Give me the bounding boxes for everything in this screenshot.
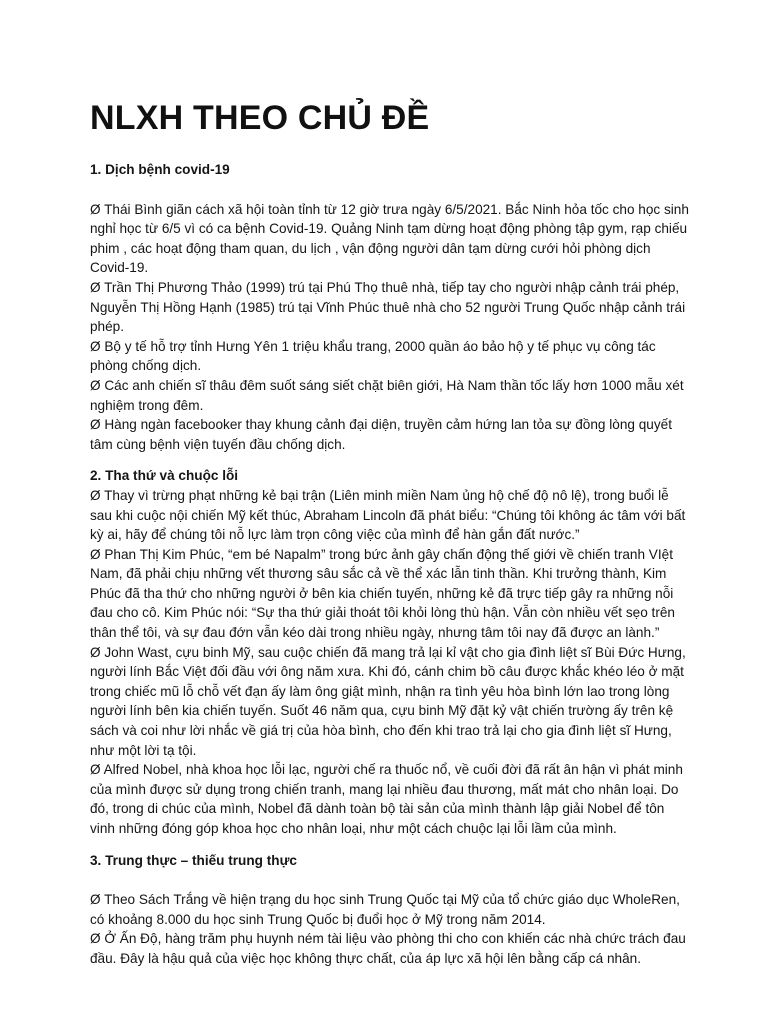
document-body [90, 160, 690, 969]
paragraph: Ø Các anh chiến sĩ thâu đêm suốt sáng siết chặt biên giới, Hà Nam thần tốc lấy hơn 1000 mẫu xét nghiệm trong đêm. [90, 377, 684, 413]
section-honesty [90, 851, 690, 969]
paragraph: Ø Trần Thị Phương Thảo (1999) trú tại Phú Thọ thuê nhà, tiếp tay cho người nhập cảnh trái phép, Nguyễn Thị Hồng Hạnh (1985) trú tại Vĩnh Phúc thuê nhà cho 52 người Trung Quốc nhập cảnh trái phép. [90, 279, 686, 335]
section-covid [90, 160, 690, 454]
paragraph: Ø Theo Sách Trắng về hiện trạng du học sinh Trung Quốc tại Mỹ của tổ chức giáo dục WholeRen, có khoảng 8.000 du học sinh Trung Quốc bị đuổi học ở Mỹ trong năm 2014. [90, 892, 680, 927]
paragraph: Ø Alfred Nobel, nhà khoa học lỗi lạc, người chế ra thuốc nổ, về cuối đời đã rất ân hận vì phát minh của mình được sử dụng trong chiến tranh, mang lại nhiều đau thương, mất mát cho nhân loại. Do đó, trong di chúc của mình, Nobel đã dành toàn bộ tài sản của mình thành lập giải Nobel để tôn vinh những đóng góp khoa học cho nhân loại, như một cách chuộc lại lỗi lầm của mình. [90, 762, 683, 836]
section-heading: 1. Dịch bệnh covid-19 [90, 162, 230, 177]
paragraph: Ø Hàng ngàn facebooker thay khung cảnh đại diện, truyền cảm hứng lan tỏa sự đồng lòng quyết tâm cùng bệnh viện tuyến đầu chống dịch. [90, 417, 672, 452]
paragraph: Ø Thái Bình giãn cách xã hội toàn tỉnh từ 12 giờ trưa ngày 6/5/2021. Bắc Ninh hỏa tốc cho học sinh nghỉ học từ 6/5 vì có ca bệnh Covid-19. Quảng Ninh tạm dừng hoạt động phòng tập gym, rạp chiếu phim , các hoạt động tham quan, du lịch , vận động người dân tạm dừng cưới hỏi phòng dịch Covid-19. [90, 201, 689, 276]
paragraph: Ø Ở Ấn Độ, hàng trăm phụ huynh ném tài liệu vào phòng thi cho con khiến các nhà chức trách đau đầu. Đây là hậu quả của việc học không thực chất, của áp lực xã hội lên bằng cấp cá nhân. [90, 931, 686, 966]
section-forgiveness [90, 466, 690, 838]
paragraph: Ø John Wast, cựu binh Mỹ, sau cuộc chiến đã mang trả lại kỉ vật cho gia đình liệt sĩ Bùi Đức Hưng, người lính Bắc Việt đối đầu với ông năm xưa. Khi đó, cánh chim bồ câu được khắc khéo léo ở mặt trong chiếc mũ lỗ chỗ vết đạn ấy làm ông giật mình, nhận ra tình yêu hòa bình lớn lao trong lòng người lính bên kia chiến tuyến. Suốt 46 năm qua, cựu binh Mỹ đặt kỷ vật chiến trường ấy trên kệ sách và coi như lời nhắc về giá trị của hòa bình, cho đến khi trao trả lại cho gia đình liệt sĩ Hưng, như một lời tạ tội. [90, 644, 686, 758]
paragraph: Ø Bộ y tế hỗ trợ tỉnh Hưng Yên 1 triệu khẩu trang, 2000 quần áo bảo hộ y tế phục vụ công tác phòng chống dịch. [90, 338, 656, 374]
section-heading: 3. Trung thực – thiếu trung thực [90, 852, 297, 868]
paragraph: Ø Phan Thị Kim Phúc, “em bé Napalm” trong bức ảnh gây chấn động thế giới về chiến tranh VIệt Nam, đã phải chịu những vết thương sâu sắc cả về thể xác lẫn tinh thần. Khi trưởng thành, Kim Phúc đã tha thứ cho những người ở bên kia chiến tuyến, những kẻ đã trực tiếp gây ra những nỗi đau cho cô. Kim Phúc nói: “Sự tha thứ giải thoát tôi khỏi lòng thù hận. Vẫn còn nhiều vết sẹo trên thân thể tôi, và sự đau đớn vẫn kéo dài trong nhiều ngày, nhưng tâm tôi nay đã được an lành.” [90, 546, 675, 641]
section-heading: 2. Tha thứ và chuộc lỗi [90, 468, 239, 484]
paragraph: Ø Thay vì trừng phạt những kẻ bại trận (Liên minh miền Nam ủng hộ chế độ nô lệ), trong buổi lễ sau khi cuộc nội chiến Mỹ kết thúc, Abraham Lincoln đã phát biểu: “Chúng tôi không ác tâm với bất kỳ ai, hãy để chúng tôi nỗ lực làm trọn công việc của mình để hàn gắn đất nước.” [90, 487, 686, 543]
page-title: NLXH THEO CHỦ ĐỀ [90, 99, 430, 137]
